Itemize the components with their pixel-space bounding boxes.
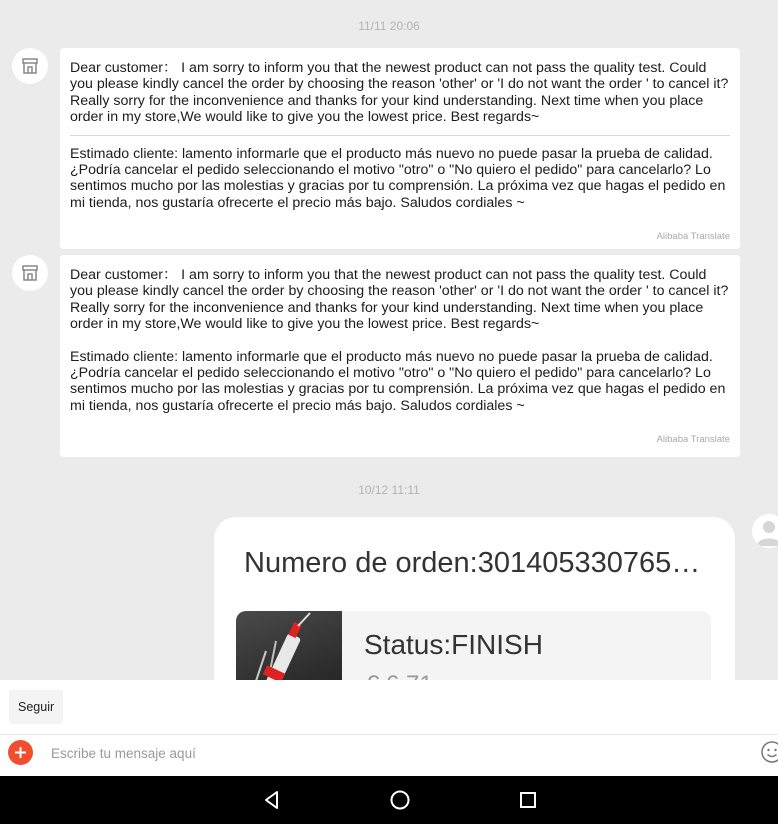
order-status: Status:FINISH <box>364 629 543 660</box>
home-button[interactable] <box>388 788 412 812</box>
message-timestamp: 10/12 11:11 <box>358 483 420 497</box>
follow-button[interactable]: Seguir <box>9 690 63 724</box>
message-bubble[interactable] <box>60 255 740 457</box>
seller-avatar[interactable] <box>12 48 48 84</box>
plus-icon <box>14 746 27 759</box>
message-original-text: Dear customer： I am sorry to inform you that the newest product can not pass the quality test. Could you please kindly cancel the order by choosing the reason 'other' or 'I do not want the order ' to cancel it? Really sorry for the inconvenience and thanks for your kind understanding. Next time when you place order in my store,We would like to give you the lowest price. Best regards~ <box>70 267 729 333</box>
message-input-bar <box>0 680 778 776</box>
message-input[interactable] <box>45 738 747 768</box>
message-bubble[interactable] <box>60 48 740 249</box>
user-icon <box>752 514 778 548</box>
message-timestamp: 11/11 20:06 <box>358 19 420 33</box>
order-number: Numero de orden:301405330765… <box>244 547 701 579</box>
store-icon <box>21 264 39 282</box>
store-icon <box>21 57 39 75</box>
recents-square-icon <box>516 788 540 812</box>
emoji-icon <box>760 740 778 764</box>
message-translated-text: Estimado cliente: lamento informarle que el producto más nuevo no puede pasar la prueba de calidad. ¿Podría cancelar el pedido seleccionando el motivo "otro" o "No quiero el pedido" para cancelarlo? Lo sentimos mucho por las molestias y gracias por tu comprensión. La próxima vez que hagas el pedido en mi tienda, nos gustaría ofrecerte el precio más bajo. Saludos cordiales ~ <box>70 145 726 211</box>
message-translated-text: Estimado cliente: lamento informarle que el producto más nuevo no puede pasar la prueba de calidad. ¿Podría cancelar el pedido seleccionando el motivo "otro" o "No quiero el pedido" para cancelarlo? Lo sentimos mucho por las molestias y gracias por tu comprensión. La próxima vez que hagas el pedido en mi tienda, nos gustaría ofrecerte el precio más bajo. Saludos cordiales ~ <box>70 348 726 414</box>
input-divider <box>0 734 778 735</box>
recents-button[interactable] <box>516 788 540 812</box>
seller-avatar[interactable] <box>12 255 48 291</box>
message-original-text: Dear customer： I am sorry to inform you that the newest product can not pass the quality test. Could you please kindly cancel the order by choosing the reason 'other' or 'I do not want the order ' to cancel it? Really sorry for the inconvenience and thanks for your kind understanding. Next time when you place order in my store,We would like to give you the lowest price. Best regards~ <box>70 60 729 126</box>
back-triangle-icon <box>260 788 284 812</box>
add-attachment-button[interactable] <box>8 740 33 765</box>
home-circle-icon <box>388 788 412 812</box>
navigation-bar <box>0 776 778 824</box>
translation-divider <box>70 135 730 136</box>
emoji-button[interactable] <box>760 740 778 764</box>
translator-label: Alibaba Translate <box>656 434 730 446</box>
back-button[interactable] <box>260 788 284 812</box>
translator-label: Alibaba Translate <box>656 231 730 243</box>
user-avatar[interactable] <box>752 514 778 548</box>
